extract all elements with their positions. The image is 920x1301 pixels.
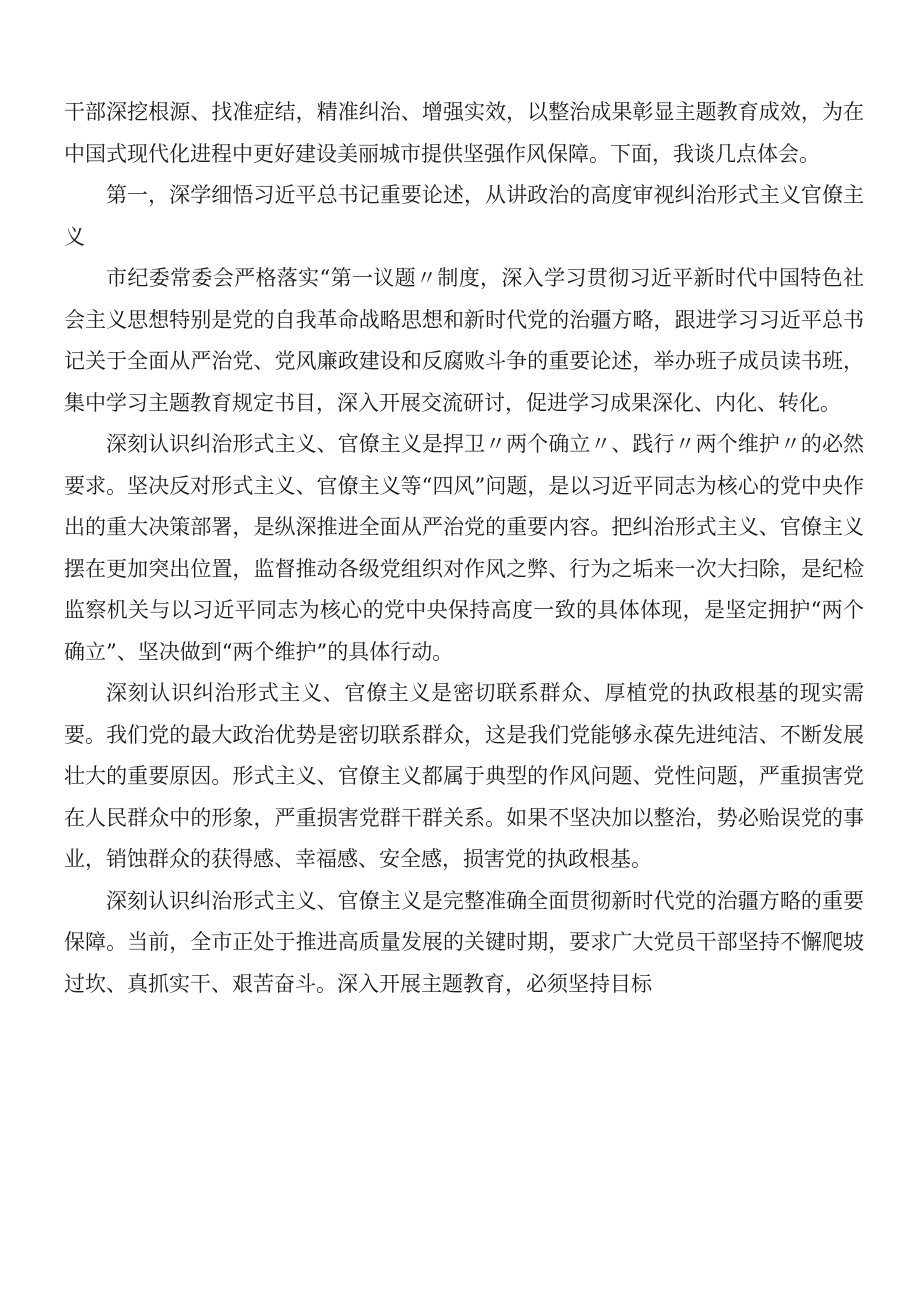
paragraph-continuation: 干部深挖根源、找准症结，精准纠治、增强实效，以整治成果彰显主题教育成效，为在中国式现代化进程中更好建设美丽城市提供坚强作风保障。下面，我谈几点体会。 xyxy=(64,100,864,166)
section-heading: 第一，深学细悟习近平总书记重要论述，从讲政治的高度审视纠治形式主义官僚主义 xyxy=(64,183,864,249)
paragraph: 市纪委常委会严格落实“第一议题〃制度，深入学习贯彻习近平新时代中国特色社会主义思想特别是党的自我革命战略思想和新时代党的治疆方略，跟进学习习近平总书记关于全面从严治党、党风廉政建设和反腐败斗争的重要论述，举办班子成员读书班，集中学习主题教育规定书目，深入开展交流研讨，促进学习成果深化、内化、转化。 xyxy=(64,266,864,415)
paragraph: 深刻认识纠治形式主义、官僚主义是捍卫〃两个确立〃、践行〃两个维护〃的必然要求。坚决反对形式主义、官僚主义等“四风”问题，是以习近平同志为核心的党中央作出的重大决策部署，是纵深推进全面从严治党的重要内容。把纠治形式主义、官僚主义摆在更加突出位置，监督推动各级党组织对作风之弊、行为之垢来一次大扫除，是纪检监察机关与以习近平同志为核心的党中央保持高度一致的具体体现，是坚定拥护“两个确立”、坚决做到“两个维护”的具体行动。 xyxy=(64,432,864,664)
document-body xyxy=(64,92,864,1005)
paragraph: 深刻认识纠治形式主义、官僚主义是完整准确全面贯彻新时代党的治疆方略的重要保障。当前，全市正处于推进高质量发展的关键时期，要求广大党员干部坚持不懈爬坡过坎、真抓实干、艰苦奋斗。深入开展主题教育，必须坚持目标 xyxy=(64,888,864,996)
paragraph: 深刻认识纠治形式主义、官僚主义是密切联系群众、厚植党的执政根基的现实需要。我们党的最大政治优势是密切联系群众，这是我们党能够永葆先进纯洁、不断发展壮大的重要原因。形式主义、官僚主义都属于典型的作风问题、党性问题，严重损害党在人民群众中的形象，严重损害党群干群关系。如果不坚决加以整治，势必贻误党的事业，销蚀群众的获得感、幸福感、安全感，损害党的执政根基。 xyxy=(64,681,864,871)
